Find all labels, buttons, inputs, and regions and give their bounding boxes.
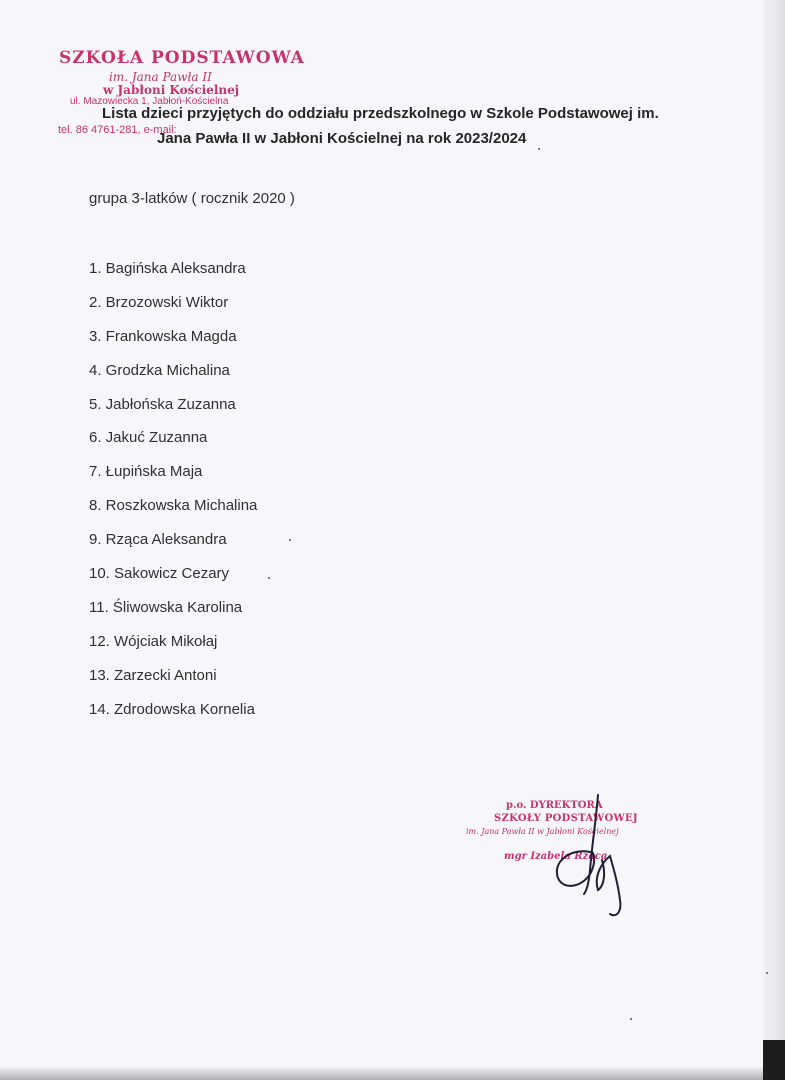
scan-speck [630, 1018, 632, 1020]
director-stamp-role: p.o. DYREKTORA [506, 800, 603, 811]
scan-corner [763, 1040, 785, 1080]
list-item: 3. Frankowska Magda [89, 327, 237, 345]
handwritten-signature [540, 790, 650, 920]
list-item: 4. Grodzka Michalina [89, 361, 230, 379]
scan-edge-bottom [0, 1066, 785, 1080]
list-item: 8. Roszkowska Michalina [89, 497, 258, 515]
school-stamp-patron: im. Jana Pawła II [109, 70, 212, 84]
scan-edge-right [763, 0, 785, 1080]
list-item: 2. Brzozowski Wiktor [89, 293, 229, 311]
list-item: 10. Sakowicz Cezary [89, 565, 230, 583]
list-item: 1. Bagińska Aleksandra [89, 260, 246, 277]
list-item: 11. Śliwowska Karolina [89, 598, 243, 616]
director-stamp-person: mgr Izabela Rząca [504, 851, 608, 862]
scan-speck [538, 148, 540, 150]
scan-speck [289, 539, 291, 541]
title-line-1: Lista dzieci przyjętych do oddziału przedszkolnego w Szkole Podstawowej im. [102, 105, 659, 122]
school-stamp-location: w Jabłoni Kościelnej [103, 83, 240, 97]
school-stamp-contact: tel. 86 4761-281, e-mail: [58, 124, 177, 136]
school-stamp-address: ul. Mazowiecka 1, Jabłoń-Kościelna [70, 96, 229, 107]
school-stamp-name: SZKOŁA PODSTAWOWA [59, 48, 305, 68]
list-item: 9. Rząca Aleksandra [89, 531, 227, 549]
list-item: 13. Zarzecki Antoni [89, 666, 217, 684]
scan-speck [268, 577, 270, 579]
director-stamp-school: SZKOŁY PODSTAWOWEJ [494, 813, 638, 824]
list-item: 5. Jabłońska Zuzanna [89, 395, 236, 413]
children-list [89, 258, 257, 732]
scan-speck [766, 972, 768, 974]
document-title [102, 101, 702, 151]
list-item: 12. Wójciak Mikołaj [89, 632, 218, 650]
title-line-2: Jana Pawła II w Jabłoni Kościelnej na rok 2023/2024 [157, 130, 527, 147]
list-item: 6. Jakuć Zuzanna [89, 429, 208, 447]
list-item: 14. Zdrodowska Kornelia [89, 700, 255, 718]
list-item: 7. Łupińska Maja [89, 463, 203, 481]
director-stamp-patron: im. Jana Pawła II w Jabłoni Kościelnej [466, 827, 619, 836]
group-label: grupa 3-latków ( rocznik 2020 ) [89, 190, 295, 207]
